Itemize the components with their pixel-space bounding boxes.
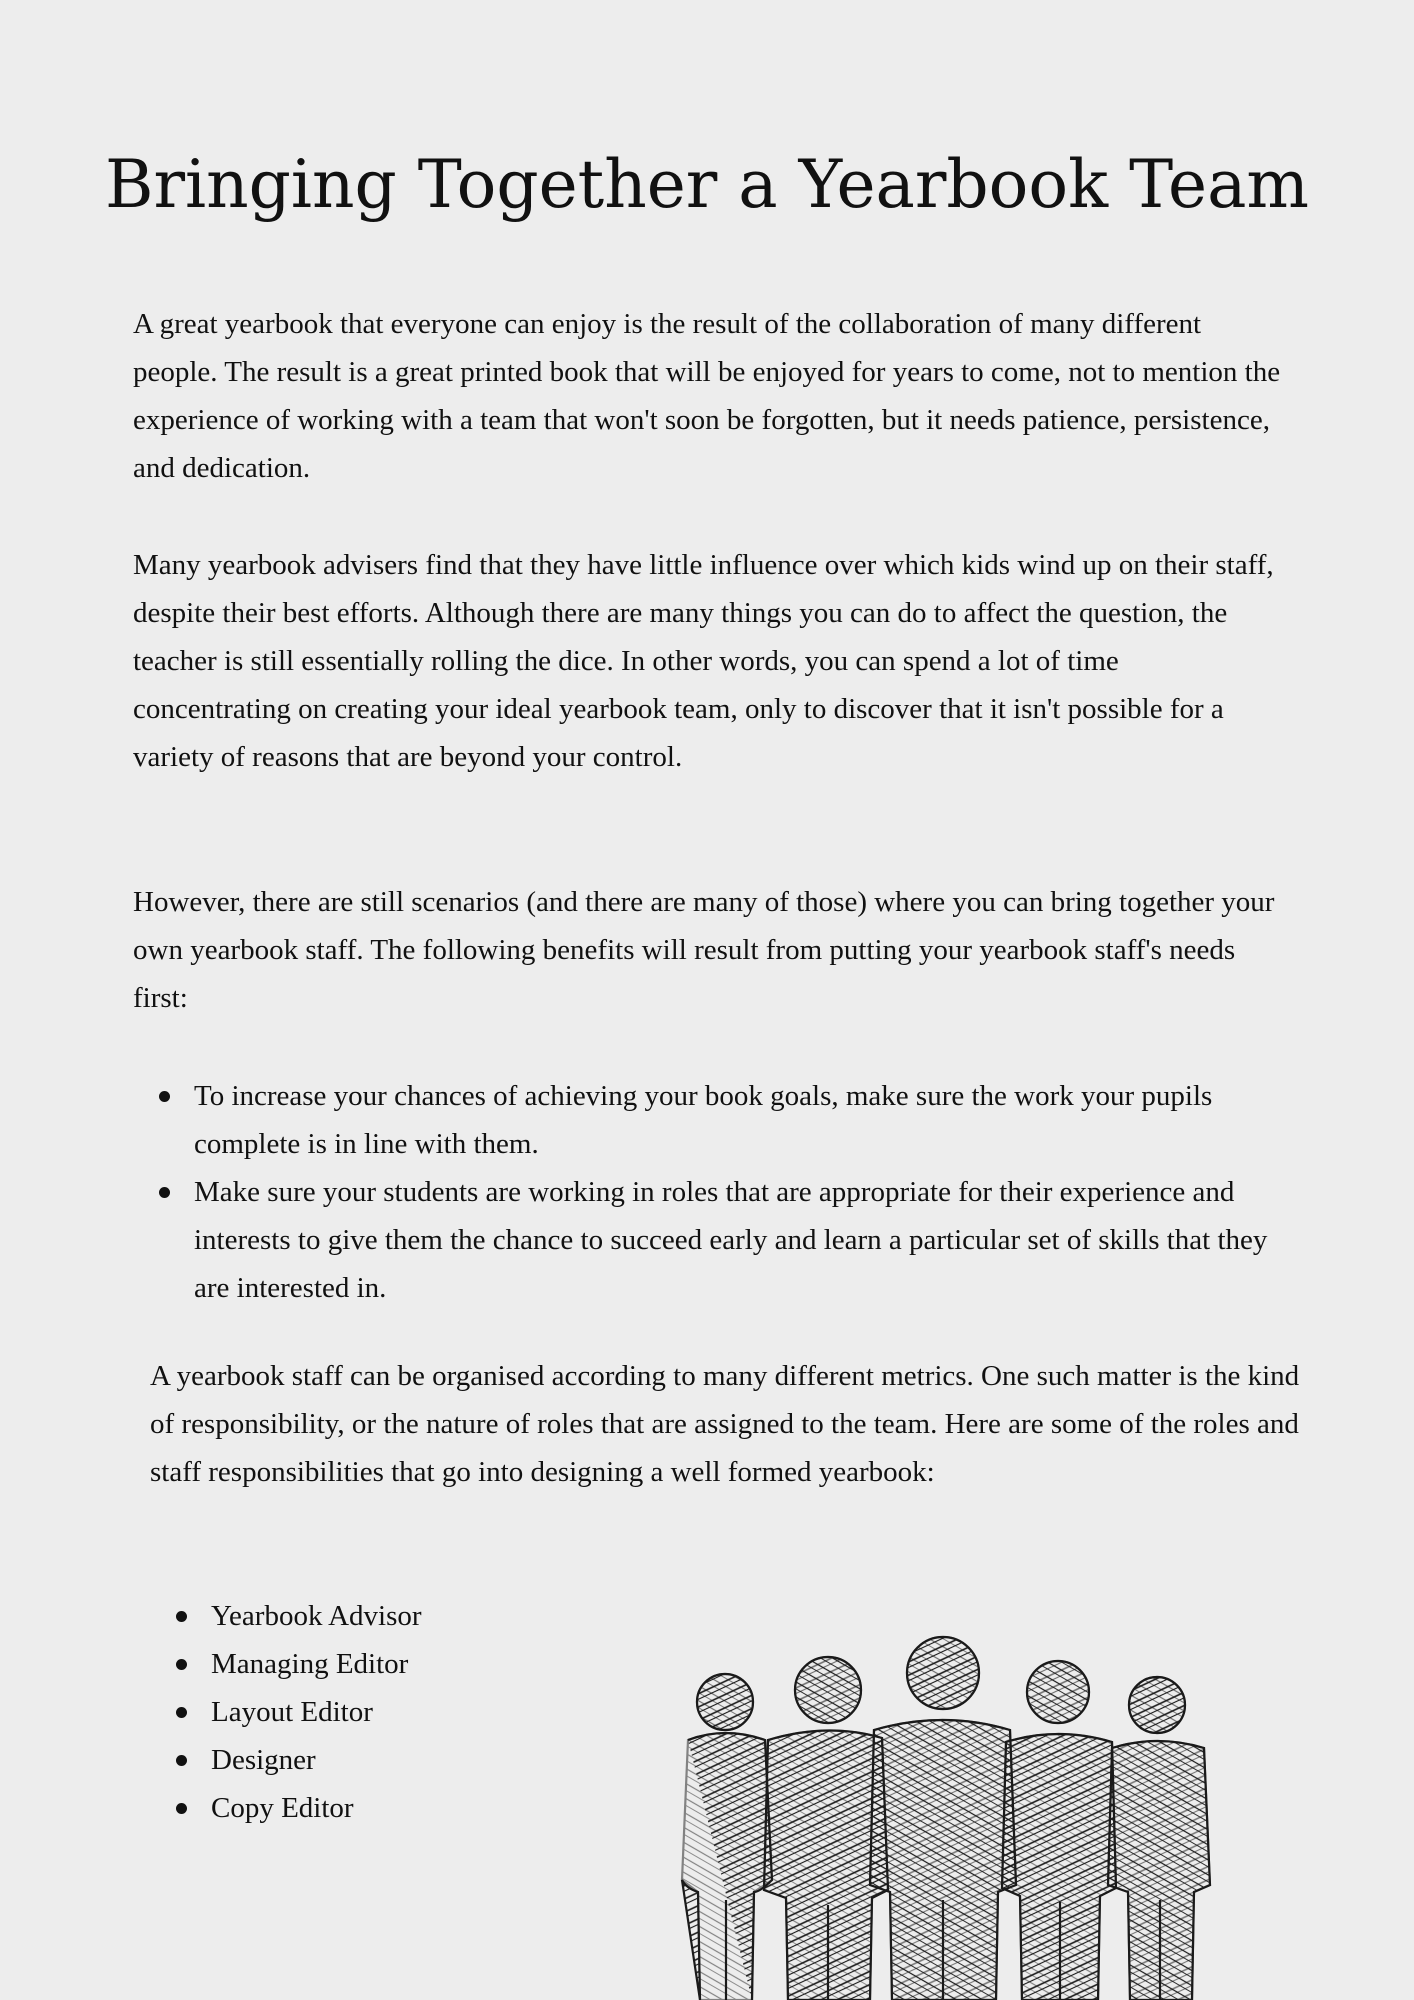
figure-3 (870, 1637, 1016, 2000)
list-item (150, 1592, 650, 1640)
list-item (150, 1688, 650, 1736)
list-item (150, 1640, 650, 1688)
bullet-icon (176, 1803, 187, 1814)
benefits-list (133, 1072, 1283, 1312)
role-text: Yearbook Advisor (211, 1600, 422, 1632)
list-item (133, 1072, 1283, 1168)
benefit-text: To increase your chances of achieving your book goals, make sure the work your pupils complete is in line with them. (194, 1080, 1213, 1160)
role-text: Managing Editor (211, 1648, 409, 1680)
list-item (133, 1168, 1283, 1312)
advisers-paragraph: Many yearbook advisers find that they have little influence over which kids wind up on their staff, despite their best efforts. Although there are many things you can do to affect the question, the teacher is still essentially rolling the dice. In other words, you can spend a lot of time concentrating on creating your ideal yearbook team, only to discover that it isn't possible for a variety of reasons that are beyond your control. (133, 549, 1274, 773)
bullet-icon (176, 1659, 187, 1670)
list-item (150, 1784, 650, 1832)
figure-1 (682, 1674, 772, 2000)
role-text: Layout Editor (211, 1696, 373, 1728)
role-text: Designer (211, 1744, 316, 1776)
bullet-icon (176, 1707, 187, 1718)
figure-2 (764, 1657, 888, 2000)
bullet-icon (159, 1187, 170, 1198)
team-sketch-icon (660, 1630, 1230, 2000)
bullet-icon (176, 1755, 187, 1766)
figure-5 (1108, 1677, 1210, 2000)
page-title: Bringing Together a Yearbook Team (104, 146, 1310, 223)
figure-4 (1002, 1661, 1116, 2000)
organisation-paragraph: A yearbook staff can be organised according to many different metrics. One such matter is the kind of responsibility, or the nature of roles that are assigned to the team. Here are some of the roles and staff responsibilities that go into designing a well formed yearbook: (150, 1360, 1300, 1488)
roles-list (150, 1592, 650, 1832)
role-text: Copy Editor (211, 1792, 354, 1824)
intro-paragraph: A great yearbook that everyone can enjoy is the result of the collaboration of many different people. The result is a great printed book that will be enjoyed for years to come, not to mention the experience of working with a team that won't soon be forgotten, but it needs patience, persistence, and dedication. (133, 308, 1281, 484)
list-item (150, 1736, 650, 1784)
bullet-icon (159, 1091, 170, 1102)
scenarios-paragraph: However, there are still scenarios (and there are many of those) where you can bring together your own yearbook staff. The following benefits will result from putting your yearbook staff's needs first: (133, 886, 1275, 1014)
bullet-icon (176, 1611, 187, 1622)
benefit-text: Make sure your students are working in roles that are appropriate for their experience and interests to give them the chance to succeed early and learn a particular set of skills that they are interested in. (194, 1176, 1268, 1304)
